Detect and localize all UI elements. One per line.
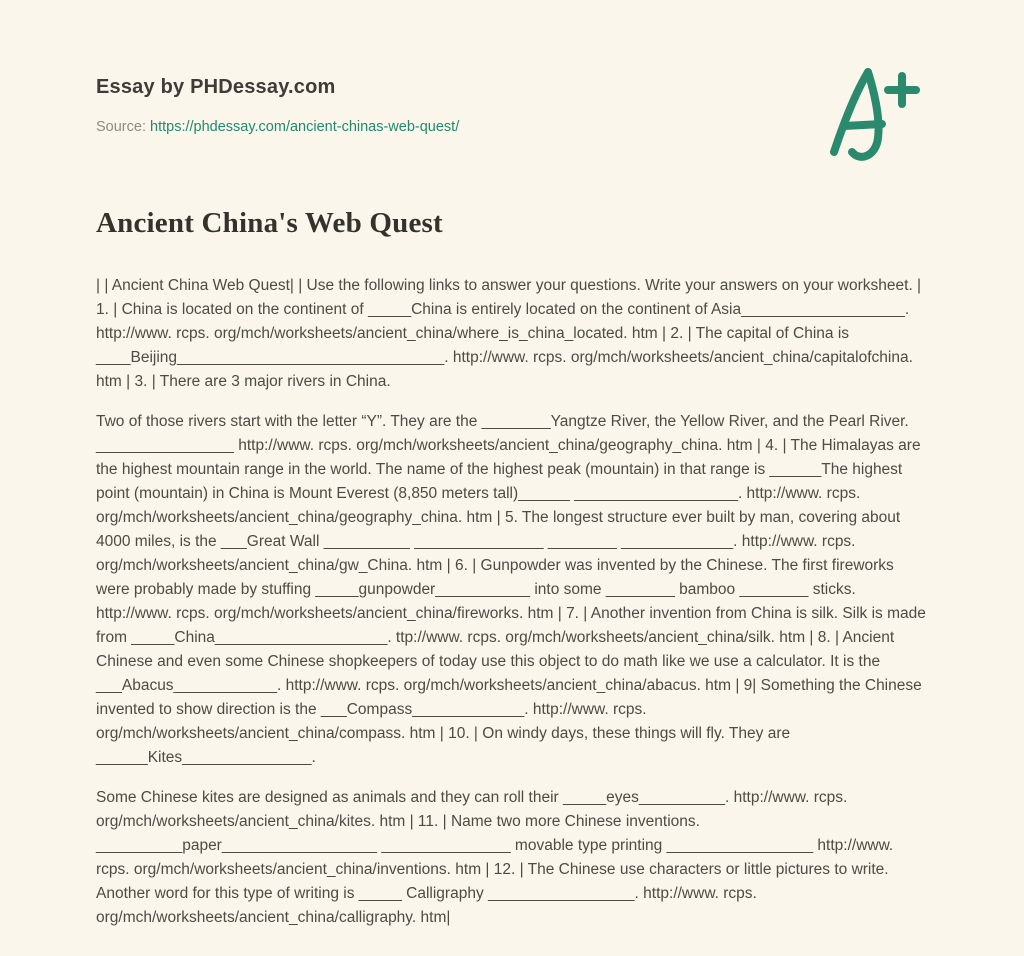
essay-body — [96, 274, 928, 930]
phdessay-a-plus-logo-icon — [816, 64, 932, 164]
essay-title: Ancient China's Web Quest — [96, 207, 443, 239]
site-header-title: Essay by PHDessay.com — [96, 76, 336, 98]
source-line — [96, 119, 928, 135]
source-label: Source: — [96, 119, 146, 135]
source-link[interactable]: https://phdessay.com/ancient-chinas-web-quest/ — [150, 119, 460, 135]
essay-paragraph-3: Some Chinese kites are designed as animals and they can roll their _____eyes__________. http://www. rcps. org/mch/worksheets/ancient_china/kites. htm | 11. | Name two more Chinese inventions. __________paper__________________ _______________ movable type printing _________________ http://www. rcps. org/mch/worksheets/ancient_china/inventions. htm | 12. | The Chinese use characters or little pictures to write. Another word for this type of writing is _____ Calligraphy _________________. http://www. rcps. org/mch/worksheets/ancient_china/calligraphy. htm| — [96, 789, 894, 926]
essay-paragraph-2: Two of those rivers start with the letter “Y”. They are the ________Yangtze River, the Yellow River, and the Pearl River. ________________ http://www. rcps. org/mch/worksheets/ancient_china/geography_china. htm | 4. | The Himalayas are the highest mountain range in the world. The name of the highest peak (mountain) in that range is ______The highest point (mountain) in China is Mount Everest (8,850 meters tall)______ ___________________. http://www. rcps. org/mch/worksheets/ancient_china/geography_china. htm | 5. The longest structure ever built by man, covering about 4000 miles, is the ___Great Wall __________ _______________ ________ _____________. http://www. rcps. org/mch/worksheets/ancient_china/gw_China. htm | 6. | Gunpowder was invented by the Chinese. The first fireworks were probably made by stuffing _____gunpowder___________ into some ________ bamboo ________ sticks. http://www. rcps. org/mch/worksheets/ancient_china/fireworks. htm | 7. | Another invention from China is silk. Silk is made from _____China____________________. ttp://www. rcps. org/mch/worksheets/ancient_china/silk. htm | 8. | Ancient Chinese and even some Chinese shopkeepers of today use this object to do math like we use a calculator. It is the ___Abacus____________. http://www. rcps. org/mch/worksheets/ancient_china/abacus. htm | 9| Something the Chinese invented to show direction is the ___Compass_____________. http://www. rcps. org/mch/worksheets/ancient_china/compass. htm | 10. | On windy days, these things will fly. They are ______Kites_______________. — [96, 413, 926, 766]
essay-paragraph-1: | | Ancient China Web Quest| | Use the following links to answer your questions. Write your answers on your worksheet. | 1. | China is located on the continent of _____China is entirely located on the continent of Asia___________________. http://www. rcps. org/mch/worksheets/ancient_china/where_is_china_located. htm | 2. | The capital of China is ____Beijing_______________________________. http://www. rcps. org/mch/worksheets/ancient_china/capitalofchina. htm | 3. | There are 3 major rivers in China. — [96, 277, 922, 390]
document-header — [96, 76, 928, 135]
